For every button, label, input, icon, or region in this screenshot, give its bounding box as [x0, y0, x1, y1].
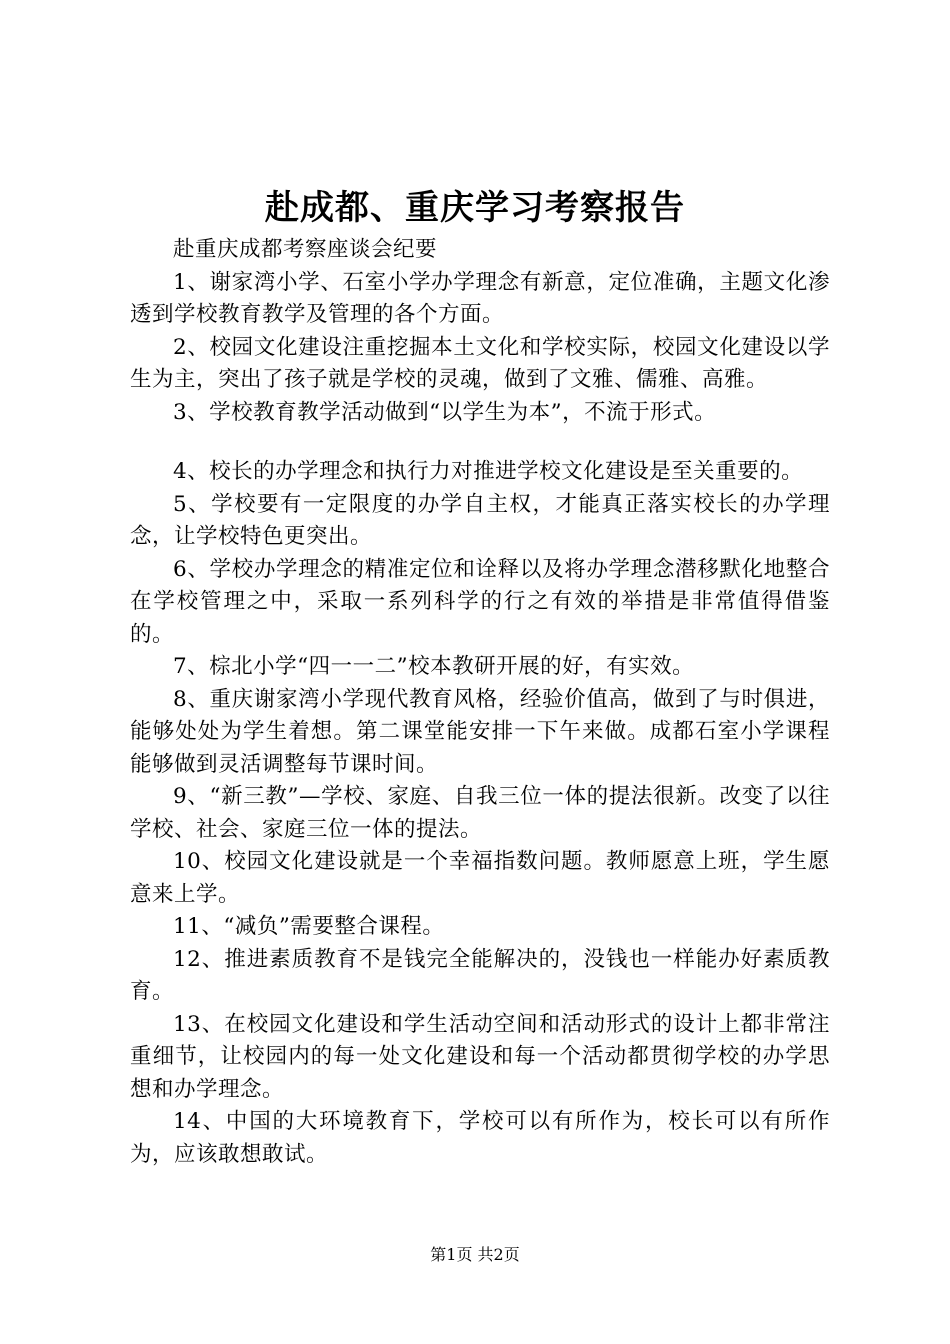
- paragraph-item-14: 14、中国的大环境教育下，学校可以有所作为，校长可以有所作为，应该敢想敢试。: [130, 1109, 830, 1167]
- paragraph-item-5: 5、学校要有一定限度的办学自主权，才能真正落实校长的办学理念，让学校特色更突出。: [130, 491, 830, 549]
- paragraph-item-10: 10、校园文化建设就是一个幸福指数问题。教师愿意上班，学生愿意来上学。: [130, 849, 830, 907]
- page-number-footer: 第1页 共2页: [430, 1245, 520, 1264]
- paragraph-item-9: 9、“新三教”—学校、家庭、自我三位一体的提法很新。改变了以往学校、社会、家庭三位一体的提法。: [130, 784, 830, 842]
- paragraph-item-6: 6、学校办学理念的精准定位和诠释以及将办学理念潜移默化地整合在学校管理之中，采取一系列科学的行之有效的举措是非常值得借鉴的。: [130, 556, 830, 647]
- paragraph-item-3: 3、学校教育教学活动做到“以学生为本”，不流于形式。: [173, 399, 717, 425]
- paragraph-item-8: 8、重庆谢家湾小学现代教育风格，经验价值高，做到了与时俱进，能够处处为学生着想。第二课堂能安排一下午来做。成都石室小学课程能够做到灵活调整每节课时间。: [130, 686, 830, 777]
- paragraph-item-7: 7、棕北小学“四一一二”校本教研开展的好，有实效。: [173, 654, 695, 679]
- document-subtitle: 赴重庆成都考察座谈会纪要: [173, 237, 438, 262]
- paragraph-item-2: 2、校园文化建设注重挖掘本土文化和学校实际，校园文化建设以学生为主，突出了孩子就是学校的灵魂，做到了文雅、儒雅、高雅。: [130, 334, 830, 392]
- paragraph-spacer: [130, 429, 830, 456]
- paragraph-item-13: 13、在校园文化建设和学生活动空间和活动形式的设计上都非常注重细节，让校园内的每一处文化建设和每一个活动都贯彻学校的办学思想和办学理念。: [130, 1011, 830, 1102]
- paragraph-item-11: 11、“减负”需要整合课程。: [173, 914, 445, 939]
- paragraph-item-1: 1、谢家湾小学、石室小学办学理念有新意，定位准确，主题文化渗透到学校教育教学及管理的各个方面。: [130, 269, 830, 327]
- document-body: [130, 234, 830, 1171]
- paragraph-item-12: 12、推进素质教育不是钱完全能解决的，没钱也一样能办好素质教育。: [130, 946, 830, 1004]
- paragraph-item-4: 4、校长的办学理念和执行力对推进学校文化建设是至关重要的。: [173, 459, 804, 484]
- document-title: 赴成都、重庆学习考察报告: [265, 188, 685, 228]
